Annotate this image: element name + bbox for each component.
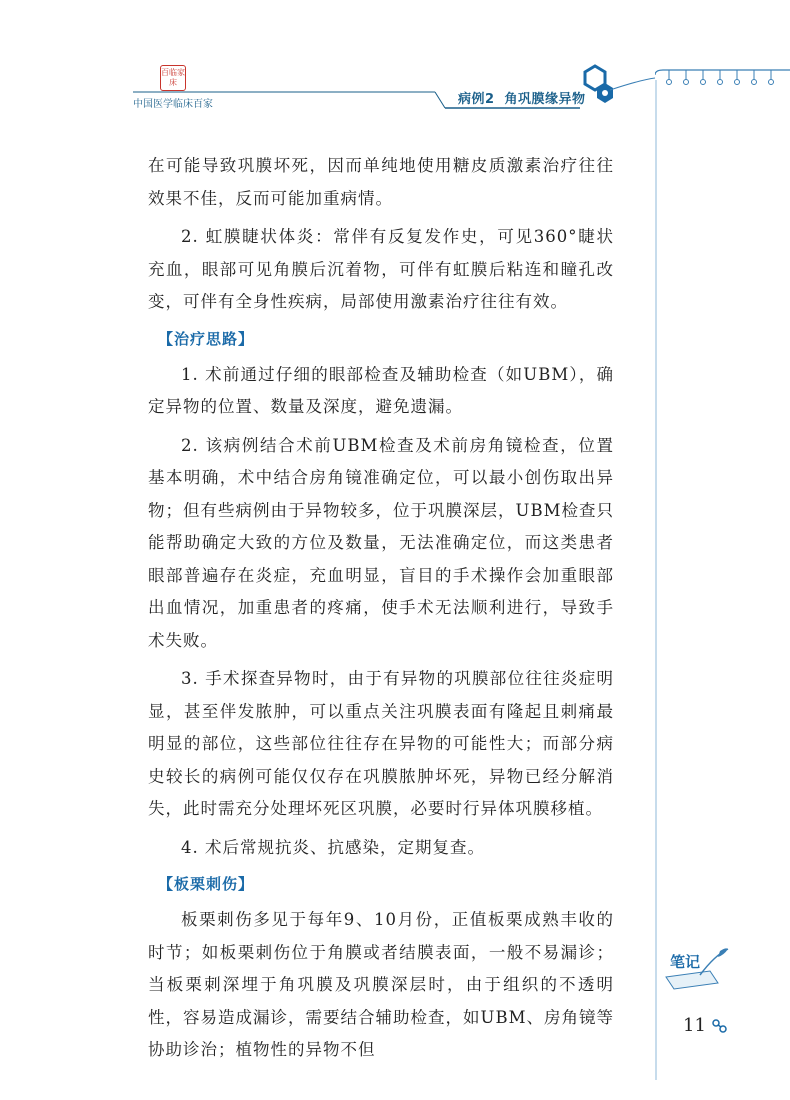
paragraph: 板栗刺伤多见于每年9、10月份，正值板栗成熟丰收的时节；如板栗刺伤位于角膜或者结膜表面，一般不易漏诊；当板栗刺深埋于角巩膜及巩膜深层时，由于组织的不透明性，容易造成漏诊，需要结合辅助检查，如UBM、房角镜等协助诊治；植物性的异物不但 (148, 910, 614, 1059)
paragraph: 3. 手术探查异物时，由于有异物的巩膜部位往往炎症明显，甚至伴发脓肿，可以重点关注巩膜表面有隆起且刺痛最明显的部位，这些部位往往存在异物的可能性大；而部分病史较长的病例可能仅仅存在巩膜脓肿坏死，异物已经分解消失，此时需充分处理坏死区巩膜，必要时行异体巩膜移植。 (148, 669, 614, 818)
paragraph: 1. 术前通过仔细的眼部检查及辅助检查（如UBM），确定异物的位置、数量及深度，避免遗漏。 (148, 364, 614, 416)
case-title: 角巩膜缘异物 (504, 92, 586, 107)
section-heading: 【板栗刺伤】 (158, 875, 255, 893)
paragraph: 2. 该病例结合术前UBM检查及术前房角镜检查，位置基本明确，术中结合房角镜准确定位，可以最小创伤取出异物；但有些病例由于异物较多，位于巩膜深层，UBM检查只能帮助确定大致的方位及数量，无法准确定位，而这类患者眼部普遍存在炎症，充血明显，盲目的手术操作会加重眼部出血情况，加重患者的疼痛，使手术无法顺利进行，导致手术失败。 (148, 435, 614, 650)
page-number-text: 11 (683, 1015, 706, 1036)
margin-line (655, 80, 657, 1080)
case-number: 病例2 (458, 92, 495, 107)
page-number (683, 1015, 728, 1036)
notes-label: 笔记 (670, 953, 701, 971)
series-name: 中国医学临床百家 (133, 99, 213, 110)
notes-margin-strip (655, 60, 790, 100)
running-title (458, 88, 586, 107)
notes-icon (660, 945, 730, 999)
paragraph: 2. 虹膜睫状体炎：常伴有反复发作史，可见360°睫状充血，眼部可见角膜后沉着物，可伴有虹膜后粘连和瞳孔改变，可伴有全身性疾病，局部使用激素治疗往往有效。 (148, 227, 614, 311)
section-heading: 【治疗思路】 (158, 329, 255, 348)
publisher-logo: 百临家床 (160, 65, 186, 91)
paragraph: 在可能导致巩膜坏死，因而单纯地使用糖皮质激素治疗往往效果不佳，反而可能加重病情。 (148, 156, 614, 208)
page-ornament-icon (712, 1019, 728, 1033)
page-body (148, 150, 614, 1067)
paragraph: 4. 术后常规抗炎、抗感染，定期复查。 (181, 837, 485, 857)
